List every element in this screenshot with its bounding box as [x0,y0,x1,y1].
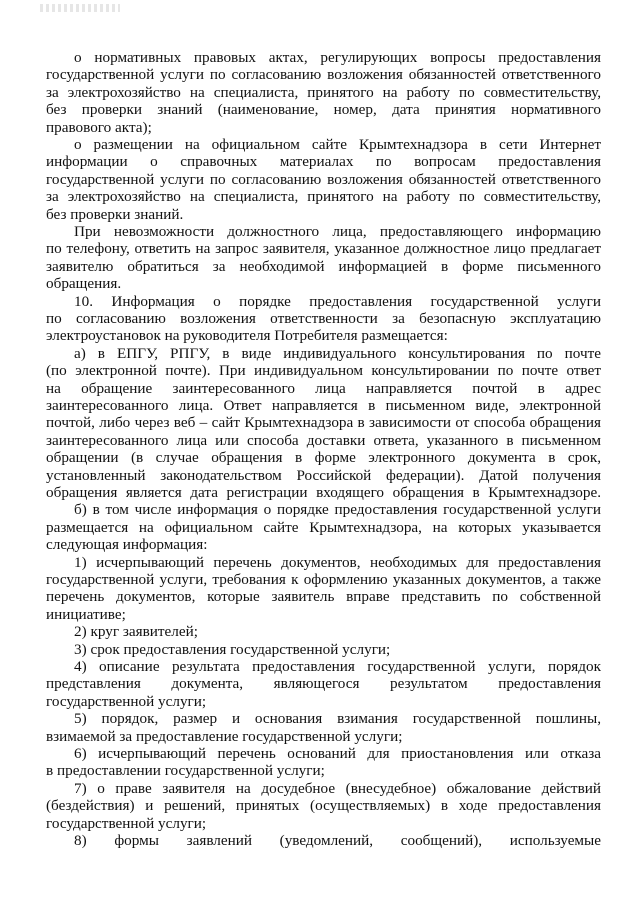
document-line: 5) порядок, размер и основания взимания государственной пошлины, [74,710,601,728]
document-line: государственной услуги по согласованию возложения обязанностей ответственного [46,66,601,84]
document-line: 7) о праве заявителя на досудебное (внесудебное) обжалование действий [74,779,601,797]
document-line: по телефону, ответить на запрос заявителя, указанное должностное лицо предлагает [46,240,601,258]
document-line: по согласованию возложения ответственности за безопасную эксплуатацию [46,310,601,327]
document-line: за электрохозяйство на специалиста, принятого на работу по совместительству, [46,83,601,101]
document-line: б) в том числе информация о порядке предоставления государственной услуги [74,501,601,519]
document-line: представления документа, являющегося результатом предоставления [46,675,601,693]
document-line: 4) описание результата предоставления государственной услуги, порядок [74,658,601,675]
document-line: (по электронной почте). При индивидуальном консультировании по почте ответ [46,362,601,380]
document-line: за электрохозяйство на специалиста, принятого на работу по совместительству, [46,188,601,206]
document-line: При невозможности должностного лица, предоставляющего информацию [74,223,601,240]
document-line: государственной услуги; [46,814,207,832]
document-line: без проверки знаний (наименование, номер, дата принятия нормативного [46,101,601,119]
document-line: обращения является дата регистрации входящего обращения в Крымтехнадзоре. [46,484,601,501]
scan-artifact [40,4,120,12]
document-line: государственной услуги, требования к оформлению указанных документов, а также [46,571,601,588]
document-line: 6) исчерпывающий перечень оснований для приостановления или отказа [74,745,601,762]
document-line: 1) исчерпывающий перечень документов, необходимых для предоставления [74,553,601,571]
document-line: перечень документов, которые заявитель вправе представить по собственной [46,588,601,606]
document-line: государственной услуги по согласованию возложения обязанностей ответственного [46,170,601,188]
document-line: размещается на официальном сайте Крымтехнадзора, на которых указывается [46,518,601,536]
document-line: 10. Информация о порядке предоставления государственной услуги [74,292,601,310]
document-line: 8) формы заявлений (уведомлений, сообщений), используемые [74,832,601,849]
document-line: о нормативных правовых актах, регулирующих вопросы предоставления [74,49,601,66]
document-line: государственной услуги; [46,692,207,710]
document-line: электроустановок на руководителя Потребителя размещается: [46,327,448,345]
document-line: заинтересованного лица или способа доставки ответа, указанного в письменном [46,431,601,449]
document-line: почтой, либо через веб – сайт Крымтехнадзора в зависимости от способа обращения [46,414,601,432]
document-line: инициативе; [46,605,126,623]
document-line: а) в ЕПГУ, РПГУ, в виде индивидуального консультирования по почте [74,344,601,362]
document-line: 2) круг заявителей; [74,623,198,641]
document-line: заинтересованного лица. Ответ направляется в письменном виде, электронной [46,397,601,414]
document-line: информации о справочных материалах по вопросам предоставления [46,153,601,171]
document-line: о размещении на официальном сайте Крымтехнадзора в сети Интернет [74,136,601,153]
document-line: обращения. [46,275,122,293]
document-line: взимаемой за предоставление государственной услуги; [46,727,403,745]
document-line: без проверки знаний. [46,205,184,223]
document-line: в предоставлении государственной услуги; [46,762,325,780]
document-line: правового акта); [46,118,152,136]
document-line: следующая информация: [46,536,208,554]
document-line: 3) срок предоставления государственной услуги; [74,640,391,658]
document-line: обращении (в случае обращения в форме электронного документа в срок, [46,449,601,467]
document-line: заявителю обратиться за необходимой информацией в форме письменного [46,257,601,275]
document-line: (бездействия) и решений, принятых (осуществляемых) в ходе предоставления [46,797,601,815]
document-line: на обращение заинтересованного лица направляется почтой в адрес [46,379,601,397]
document-line: установленный законодательством Российской федерации). Датой получения [46,466,601,484]
